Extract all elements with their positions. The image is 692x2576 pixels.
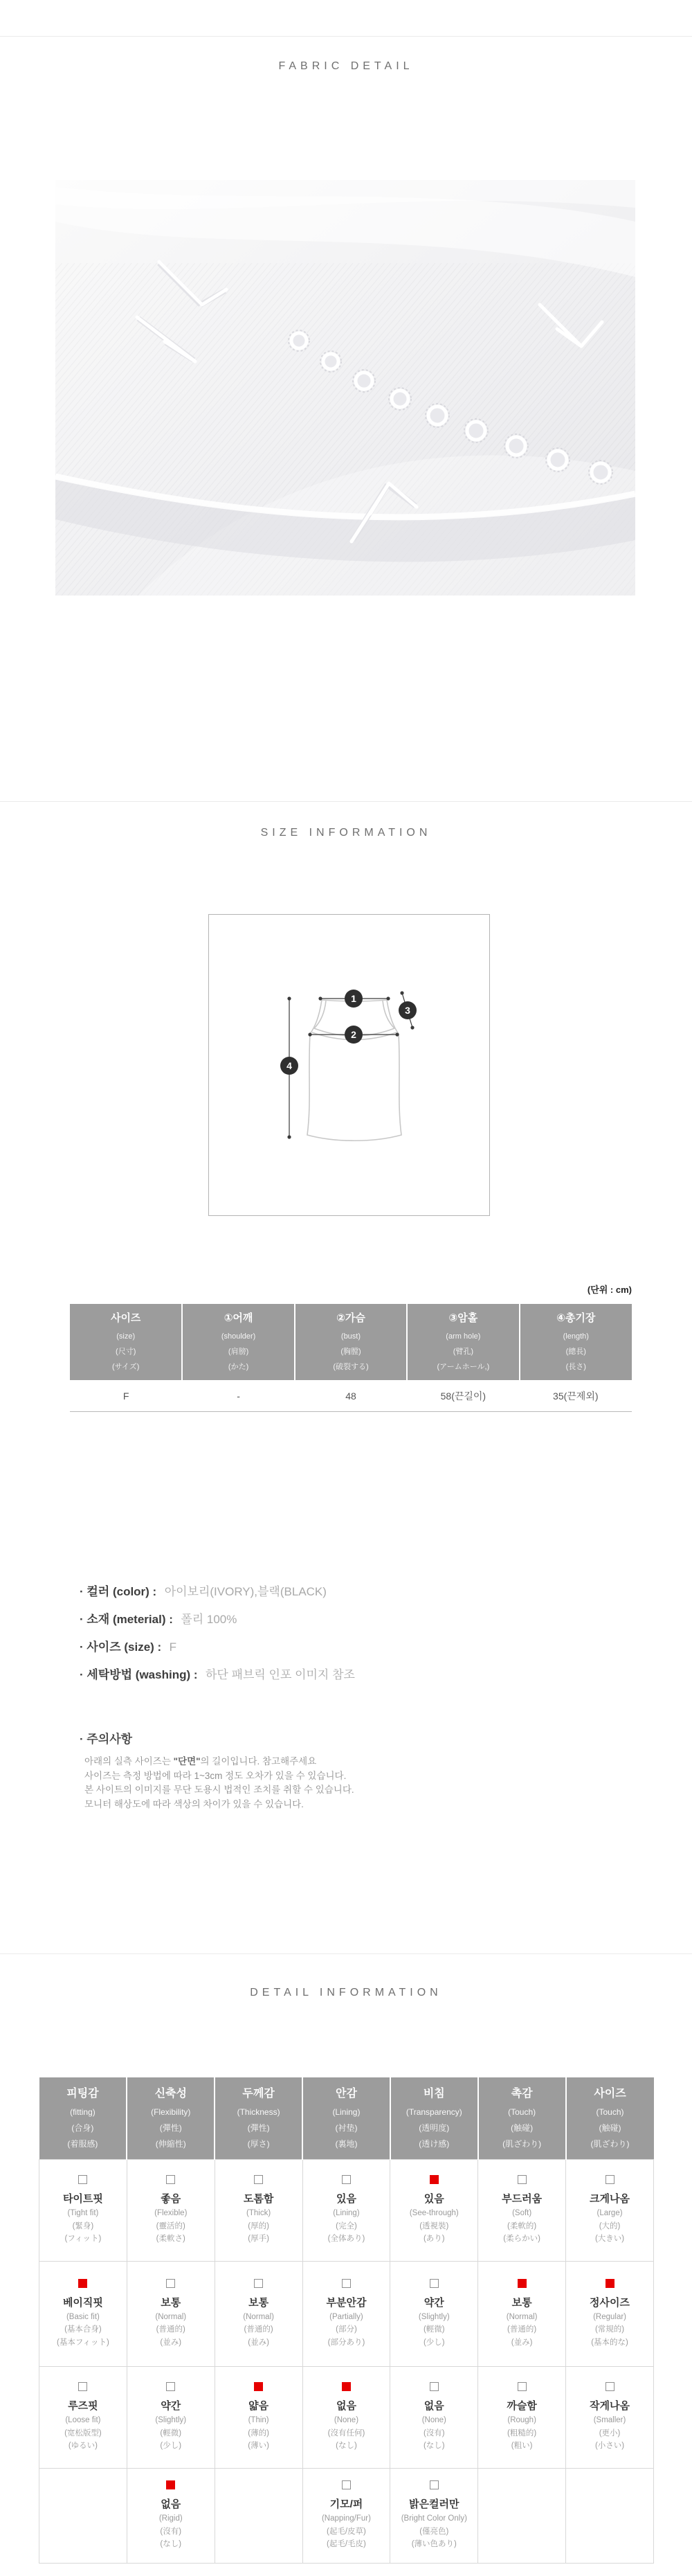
attribute-sub-label: (沒有) <box>160 2527 182 2536</box>
info-value: 하단 패브릭 인포 이미지 참조 <box>205 1668 355 1681</box>
attribute-sub-label: (更小) <box>599 2429 621 2438</box>
header-main-label: ②가슴 <box>336 1312 365 1324</box>
checkbox-unchecked-icon <box>342 2279 351 2288</box>
checkbox-unchecked-icon <box>78 2382 87 2391</box>
notice-body <box>84 1755 354 1812</box>
attribute-sub-label: (部分あり) <box>327 2338 365 2347</box>
attribute-sub-label: (常規的) <box>594 2325 625 2334</box>
attribute-sub-label: (Slightly) <box>155 2416 187 2425</box>
notice-line: 아래의 실측 사이즈는 "단면"의 길이입니다. 참고해주세요 <box>84 1756 317 1766</box>
attribute-sub-label: (Regular) <box>593 2312 626 2321</box>
attribute-label: 보통 <box>511 2296 532 2309</box>
header-sub-label: (衬垫) <box>335 2122 358 2133</box>
attribute-sub-label: (Rigid) <box>158 2514 183 2523</box>
attribute-sub-label: (柔軟さ) <box>156 2235 185 2244</box>
attribute-label: 보통 <box>161 2296 181 2309</box>
attribute-label: 약간 <box>161 2400 181 2413</box>
header-sub-label: (arm hole) <box>446 1332 481 1341</box>
detail-attribute-cell <box>39 2160 127 2262</box>
attribute-sub-label: (少し) <box>160 2442 182 2451</box>
unit-label: (단위 : cm) <box>587 1285 632 1295</box>
attribute-sub-label: (Thick) <box>246 2209 271 2218</box>
attribute-label: 있음 <box>424 2193 444 2206</box>
checkbox-checked-icon <box>254 2382 263 2391</box>
attribute-sub-label: (靈活的) <box>156 2221 185 2230</box>
header-sub-label: (fitting) <box>70 2107 95 2117</box>
header-sub-label: (アームホール,) <box>437 1362 490 1371</box>
section-divider <box>0 36 692 37</box>
detail-attribute-cell <box>215 2367 302 2469</box>
detail-attribute-cell <box>302 2262 390 2367</box>
detail-table-header-cell <box>390 2077 478 2160</box>
attribute-sub-label: (沒有) <box>423 2429 445 2438</box>
attribute-sub-label: (薄い) <box>248 2442 269 2451</box>
header-sub-label: (伸縮性) <box>155 2138 186 2149</box>
size-table-header-cell <box>520 1304 632 1380</box>
notice-line: 본 사이트의 이미지를 무단 도용시 법적인 조치를 취할 수 있습니다. <box>84 1785 354 1795</box>
detail-table-header-cell <box>566 2077 654 2160</box>
attribute-sub-label: (Partially) <box>329 2312 363 2321</box>
size-value-cell: - <box>182 1380 294 1412</box>
header-sub-label: (触碰) <box>511 2122 534 2133</box>
detail-table-row <box>39 2469 654 2564</box>
attribute-label: 부분안감 <box>326 2296 367 2309</box>
detail-attribute-cell <box>566 2367 654 2469</box>
detail-table-header-cell <box>127 2077 215 2160</box>
size-table <box>70 1304 632 1412</box>
info-label: · 소재 (meterial) : <box>80 1613 173 1626</box>
detail-information-table <box>39 2077 654 2564</box>
attribute-sub-label: (なし) <box>160 2540 182 2549</box>
info-label: · 컬러 (color) : <box>80 1585 157 1598</box>
checkbox-unchecked-icon <box>518 2382 527 2391</box>
attribute-sub-label: (Lining) <box>333 2209 360 2218</box>
fabric-detail-title: FABRIC DETAIL <box>278 60 414 72</box>
size-value-cell: F <box>70 1380 182 1412</box>
attribute-sub-label: (厚手) <box>248 2235 269 2244</box>
detail-attribute-cell <box>215 2160 302 2262</box>
size-information-title: SIZE INFORMATION <box>260 827 432 839</box>
header-sub-label: (bust) <box>340 1332 361 1341</box>
header-main-label: 피팅감 <box>66 2087 99 2100</box>
header-sub-label: (着服感) <box>67 2138 98 2149</box>
detail-attribute-cell <box>390 2367 478 2469</box>
attribute-sub-label: (ゆるい) <box>68 2442 98 2451</box>
header-sub-label: (破裂する) <box>333 1362 369 1371</box>
info-item-material <box>80 1606 355 1634</box>
detail-attribute-cell <box>302 2469 390 2564</box>
notice-section <box>80 1733 354 1812</box>
checkbox-checked-icon <box>342 2382 351 2391</box>
header-sub-label: (裏地) <box>335 2138 358 2149</box>
notice-line: 사이즈는 측정 방법에 따라 1~3cm 정도 오차가 있을 수 있습니다. <box>84 1770 347 1781</box>
checkbox-unchecked-icon <box>342 2175 351 2184</box>
attribute-sub-label: (See-through) <box>409 2209 459 2218</box>
header-sub-label: (length) <box>563 1332 589 1341</box>
detail-attribute-cell <box>390 2262 478 2367</box>
section-divider <box>0 801 692 802</box>
detail-table-row <box>39 2367 654 2469</box>
attribute-sub-label: (輕微) <box>423 2325 445 2334</box>
badge-armhole: 3 <box>405 1005 410 1016</box>
detail-attribute-cell <box>478 2367 566 2469</box>
detail-table-row <box>39 2160 654 2262</box>
header-sub-label: (触碰) <box>599 2122 621 2133</box>
notice-line: 모니터 해상도에 따라 색상의 차이가 있을 수 있습니다. <box>84 1798 304 1809</box>
detail-table-header-cell <box>302 2077 390 2160</box>
attribute-label: 베이직핏 <box>62 2296 103 2309</box>
detail-attribute-cell <box>566 2262 654 2367</box>
info-label: · 세탁방법 (washing) : <box>80 1668 198 1681</box>
checkbox-unchecked-icon <box>254 2279 263 2288</box>
badge-length: 4 <box>286 1060 292 1071</box>
attribute-sub-label: (Loose fit) <box>65 2416 101 2425</box>
attribute-sub-label: (沒有任何) <box>327 2429 365 2438</box>
info-value: 폴리 100% <box>181 1613 237 1626</box>
detail-information-title: DETAIL INFORMATION <box>250 1987 442 1998</box>
detail-attribute-cell <box>302 2160 390 2262</box>
detail-attribute-cell <box>39 2367 127 2469</box>
info-label: · 사이즈 (size) : <box>80 1640 162 1654</box>
attribute-sub-label: (大的) <box>599 2221 621 2230</box>
header-sub-label: (透明度) <box>419 2122 450 2133</box>
attribute-label: 크게나옴 <box>590 2193 630 2206</box>
info-item-washing <box>80 1661 355 1689</box>
header-sub-label: (サイズ) <box>111 1362 140 1371</box>
attribute-sub-label: (Normal) <box>243 2312 274 2321</box>
attribute-sub-label: (起毛/皮草) <box>327 2527 366 2536</box>
header-sub-label: (臂孔) <box>453 1347 474 1356</box>
detail-attribute-cell <box>127 2367 215 2469</box>
attribute-label: 루즈핏 <box>68 2400 98 2413</box>
attribute-sub-label: (Slightly) <box>418 2312 450 2321</box>
attribute-sub-label: (並み) <box>160 2338 182 2347</box>
attribute-sub-label: (粗糙的) <box>507 2429 537 2438</box>
info-item-color <box>80 1578 355 1606</box>
attribute-label: 정사이즈 <box>590 2296 630 2309</box>
detail-attribute-cell <box>215 2262 302 2367</box>
size-table-header-cell <box>182 1304 294 1380</box>
notice-title: · 주의사항 <box>80 1733 133 1746</box>
header-sub-label: (總長) <box>565 1347 586 1356</box>
checkbox-unchecked-icon <box>606 2175 614 2184</box>
attribute-sub-label: (小さい) <box>594 2442 625 2451</box>
attribute-sub-label: (薄的) <box>248 2429 269 2438</box>
header-main-label: ④총기장 <box>556 1312 596 1324</box>
header-sub-label: (Touch) <box>508 2107 536 2117</box>
attribute-sub-label: (粗い) <box>511 2442 533 2451</box>
checkbox-unchecked-icon <box>430 2279 439 2288</box>
badge-shoulder: 1 <box>351 993 356 1004</box>
checkbox-unchecked-icon <box>166 2279 175 2288</box>
attribute-sub-label: (Bright Color Only) <box>401 2514 467 2523</box>
header-sub-label: (厚さ) <box>247 2138 270 2149</box>
detail-attribute-cell <box>390 2469 478 2564</box>
size-value-cell: 48 <box>295 1380 407 1412</box>
checkbox-checked-icon <box>78 2279 87 2288</box>
attribute-sub-label: (輕微) <box>160 2429 182 2438</box>
size-table-header-cell <box>407 1304 519 1380</box>
attribute-sub-label: (柔らかい) <box>503 2235 540 2244</box>
detail-attribute-cell <box>302 2367 390 2469</box>
checkbox-unchecked-icon <box>166 2382 175 2391</box>
size-table-header-cell <box>295 1304 407 1380</box>
header-sub-label: (彈性) <box>159 2122 182 2133</box>
attribute-label: 기모/퍼 <box>329 2498 363 2511</box>
header-main-label: 신축성 <box>154 2087 187 2100</box>
attribute-sub-label: (Basic fit) <box>66 2312 100 2321</box>
attribute-sub-label: (Smaller) <box>593 2416 626 2425</box>
attribute-sub-label: (None) <box>421 2416 446 2425</box>
attribute-label: 보통 <box>248 2296 269 2309</box>
header-main-label: ③암홀 <box>448 1312 478 1324</box>
attribute-sub-label: (宽松版型) <box>64 2429 102 2438</box>
attribute-label: 까슬함 <box>507 2400 537 2413</box>
section-divider <box>0 1953 692 1954</box>
header-main-label: 두께감 <box>242 2087 275 2100</box>
attribute-sub-label: (並み) <box>248 2338 269 2347</box>
attribute-label: 타이트핏 <box>62 2193 103 2206</box>
size-value-cell: 58(끈길이) <box>407 1380 519 1412</box>
header-main-label: 비침 <box>423 2087 445 2100</box>
notice-bold-text: "단면" <box>173 1756 201 1766</box>
attribute-sub-label: (普通的) <box>156 2325 185 2334</box>
detail-attribute-cell <box>127 2262 215 2367</box>
detail-attribute-cell <box>127 2469 215 2564</box>
attribute-sub-label: (全体あり) <box>327 2235 365 2244</box>
checkbox-unchecked-icon <box>78 2175 87 2184</box>
attribute-sub-label: (Tight fit) <box>67 2209 99 2218</box>
detail-attribute-cell <box>478 2262 566 2367</box>
empty-cell <box>478 2469 566 2564</box>
fabric-photo <box>55 180 635 596</box>
header-sub-label: (かた) <box>228 1362 249 1371</box>
attribute-sub-label: (なし) <box>423 2442 445 2451</box>
detail-table-header-cell <box>215 2077 302 2160</box>
checkbox-unchecked-icon <box>518 2175 527 2184</box>
checkbox-checked-icon <box>518 2279 527 2288</box>
checkbox-unchecked-icon <box>430 2382 439 2391</box>
checkbox-unchecked-icon <box>430 2480 439 2489</box>
checkbox-checked-icon <box>430 2175 439 2184</box>
attribute-sub-label: (基本的な) <box>591 2338 628 2347</box>
attribute-sub-label: (基本フィット) <box>57 2338 109 2347</box>
header-sub-label: (透け感) <box>419 2138 450 2149</box>
header-main-label: 촉감 <box>511 2087 533 2100</box>
checkbox-checked-icon <box>166 2480 175 2489</box>
attribute-label: 밝은컬러만 <box>409 2498 459 2511</box>
header-sub-label: (彈性) <box>247 2122 270 2133</box>
attribute-sub-label: (Napping/Fur) <box>321 2514 371 2523</box>
header-main-label: 사이즈 <box>110 1312 141 1324</box>
header-sub-label: (Thickness) <box>237 2107 280 2117</box>
attribute-sub-label: (普通的) <box>507 2325 537 2334</box>
detail-attribute-cell <box>390 2160 478 2262</box>
attribute-sub-label: (フィット) <box>64 2235 102 2244</box>
checkbox-unchecked-icon <box>166 2175 175 2184</box>
header-sub-label: (肌ざわり) <box>590 2138 630 2149</box>
checkbox-unchecked-icon <box>254 2175 263 2184</box>
attribute-sub-label: (普通的) <box>244 2325 273 2334</box>
attribute-label: 없음 <box>336 2400 356 2413</box>
attribute-label: 얇음 <box>248 2400 269 2413</box>
attribute-sub-label: (並み) <box>511 2338 533 2347</box>
attribute-sub-label: (柔軟的) <box>507 2221 537 2230</box>
attribute-sub-label: (あり) <box>423 2235 445 2244</box>
attribute-sub-label: (Soft) <box>512 2209 532 2218</box>
attribute-label: 좋음 <box>161 2193 181 2206</box>
checkbox-unchecked-icon <box>606 2382 614 2391</box>
attribute-sub-label: (None) <box>334 2416 359 2425</box>
header-sub-label: (肩膀) <box>228 1347 249 1356</box>
size-value-cell: 35(끈제외) <box>520 1380 632 1412</box>
attribute-sub-label: (薄い色あり) <box>411 2540 457 2549</box>
size-diagram <box>208 914 490 1216</box>
detail-attribute-cell <box>39 2262 127 2367</box>
detail-table-header-cell <box>39 2077 127 2160</box>
info-value: F <box>169 1640 177 1654</box>
header-main-label: ①어깨 <box>224 1312 253 1324</box>
detail-attribute-cell <box>566 2160 654 2262</box>
attribute-label: 없음 <box>161 2498 181 2511</box>
header-main-label: 안감 <box>335 2087 357 2100</box>
attribute-label: 없음 <box>424 2400 444 2413</box>
header-sub-label: (Lining) <box>332 2107 361 2117</box>
attribute-sub-label: (Thin) <box>248 2416 269 2425</box>
attribute-sub-label: (部分) <box>336 2325 357 2334</box>
attribute-sub-label: (完全) <box>336 2221 357 2230</box>
attribute-label: 도톰함 <box>243 2193 274 2206</box>
info-item-size <box>80 1634 355 1661</box>
garment-diagram-graphic <box>209 915 489 1215</box>
fabric-photo-graphic <box>55 180 635 596</box>
header-sub-label: (胸膛) <box>340 1347 361 1356</box>
attribute-sub-label: (Flexible) <box>154 2209 188 2218</box>
attribute-sub-label: (基本合身) <box>64 2325 102 2334</box>
attribute-label: 부드러움 <box>502 2193 543 2206</box>
checkbox-unchecked-icon <box>342 2480 351 2489</box>
attribute-sub-label: (Large) <box>597 2209 623 2218</box>
attribute-sub-label: (Normal) <box>506 2312 538 2321</box>
header-main-label: 사이즈 <box>594 2087 626 2100</box>
empty-cell <box>39 2469 127 2564</box>
attribute-label: 있음 <box>336 2193 356 2206</box>
detail-attribute-cell <box>478 2160 566 2262</box>
header-sub-label: (長さ) <box>565 1362 586 1371</box>
detail-table-row <box>39 2262 654 2367</box>
attribute-label: 작게나옴 <box>590 2400 630 2413</box>
header-sub-label: (Touch) <box>596 2107 624 2117</box>
header-sub-label: (尺寸) <box>116 1347 136 1356</box>
checkbox-checked-icon <box>606 2279 614 2288</box>
badge-bust: 2 <box>351 1029 356 1040</box>
size-table-header-cell <box>70 1304 182 1380</box>
header-sub-label: (合身) <box>71 2122 94 2133</box>
header-sub-label: (Flexibility) <box>151 2107 191 2117</box>
attribute-sub-label: (Normal) <box>155 2312 187 2321</box>
detail-attribute-cell <box>127 2160 215 2262</box>
empty-cell <box>566 2469 654 2564</box>
empty-cell <box>215 2469 302 2564</box>
attribute-sub-label: (Rough) <box>507 2416 536 2425</box>
attribute-sub-label: (僅亮色) <box>419 2527 449 2536</box>
product-info-list <box>80 1578 355 1689</box>
header-sub-label: (肌ざわり) <box>502 2138 542 2149</box>
header-sub-label: (size) <box>116 1332 136 1341</box>
attribute-sub-label: (起毛/毛皮) <box>327 2540 366 2549</box>
attribute-sub-label: (なし) <box>336 2442 357 2451</box>
header-sub-label: (Transparency) <box>406 2107 462 2117</box>
attribute-sub-label: (厚的) <box>248 2221 269 2230</box>
attribute-sub-label: (緊身) <box>72 2221 94 2230</box>
detail-table-header-cell <box>478 2077 566 2160</box>
info-value: 아이보리(IVORY),블랙(BLACK) <box>164 1585 327 1598</box>
attribute-sub-label: (透視裝) <box>419 2221 449 2230</box>
attribute-label: 약간 <box>424 2296 444 2309</box>
attribute-sub-label: (少し) <box>423 2338 445 2347</box>
attribute-sub-label: (大きい) <box>594 2235 625 2244</box>
header-sub-label: (shoulder) <box>221 1332 256 1341</box>
